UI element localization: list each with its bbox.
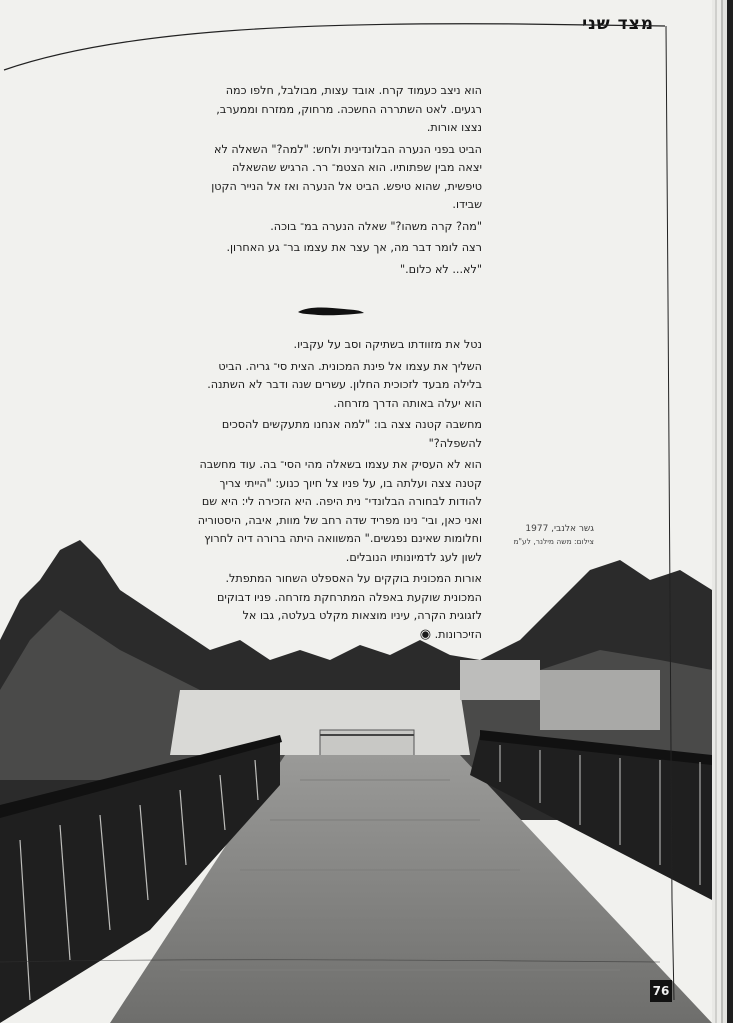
end-mark-icon: ◉ [419, 626, 432, 642]
paragraph: רצה לומר דבר מה, אך עצר את עצמו בר־ גע האחרון. [226, 241, 482, 254]
brush-stroke-separator-icon [296, 304, 366, 318]
story-text-top [196, 82, 482, 282]
paragraph: אורות המכונית בוקקים על האספלט השחור המתפתל. המכונית שוקעת באפלה המתרחקת מזרחה. פניו דבוקים לזגוגית הקרה, עיניו מוצאות מקלט בעלטה, גבו אל הזיכרונות. [216, 572, 482, 641]
paragraph: מחשבה קטנה צצה בו: "למה אנחנו מתעקשים להסכים להשפלה?" [221, 418, 482, 450]
caption-credit: צילום: משה מילנר, לע"מ [513, 537, 594, 546]
bridge-photograph [0, 520, 712, 1023]
paragraph: הוא לא העסיק את עצמו בשאלה מהי הסי־ בה. עוד מחשבה קטנה צצה ועלתה בו, על פניו צל חיוך כנוע: "הייתי צריך להודות לבחורה הבלונדי־ נית היפה. היא הזכירה לי: היא שם ואני כאן, ובי־ נינו מפריד שדה רחב של מוות, איבה, היסטוריה וחלומות שאינם נפגשים." המשוואה היתה ברורה דיה לחרוץ לשון לעג לדמיונותיו הנובלים. [197, 458, 482, 564]
paragraph: נטל את מזוודתו בשתיקה וסב על עקביו. [293, 338, 482, 351]
paragraph: השליך את עצמו אל פינת המכונית. הצית סי־ גריה. הביט בלילה מבעד לזכוכית החלון. עשרים שנה ודבר לא השתנה. הוא יעלה באותה הדרך מזרחה. [207, 359, 482, 410]
page-number: 76 [650, 980, 672, 1002]
section-title: מצד שני [582, 14, 654, 34]
paragraph: "לא... לא כלום." [399, 262, 482, 276]
paragraph: הוא ניצב כעמוד קרח. אובד עצות, מבולבל, חלפו כמה רגעים. לאט השתררה החשכה. מרחוק, ממזרח וממערב, נצצו אורות. [216, 84, 482, 134]
caption-title: גשר אלנבי, 1977 [525, 524, 594, 534]
stacked-page-edges [712, 0, 733, 1023]
paragraph: "מה? קרה משהו?" שאלה הנערה במ־ בוכה. [270, 219, 482, 233]
paragraph: הביט בפני הנערה הבלונדינית ולחש: "למה?" השאלה לא יצאה מבין שפתותיו. הוא הצטמ־ רר. הרגיש שהשאלה טיפשית, שהוא טיפש. הביט אל הנערה ואז אל הנייר הקטן שבידו. [211, 142, 482, 211]
